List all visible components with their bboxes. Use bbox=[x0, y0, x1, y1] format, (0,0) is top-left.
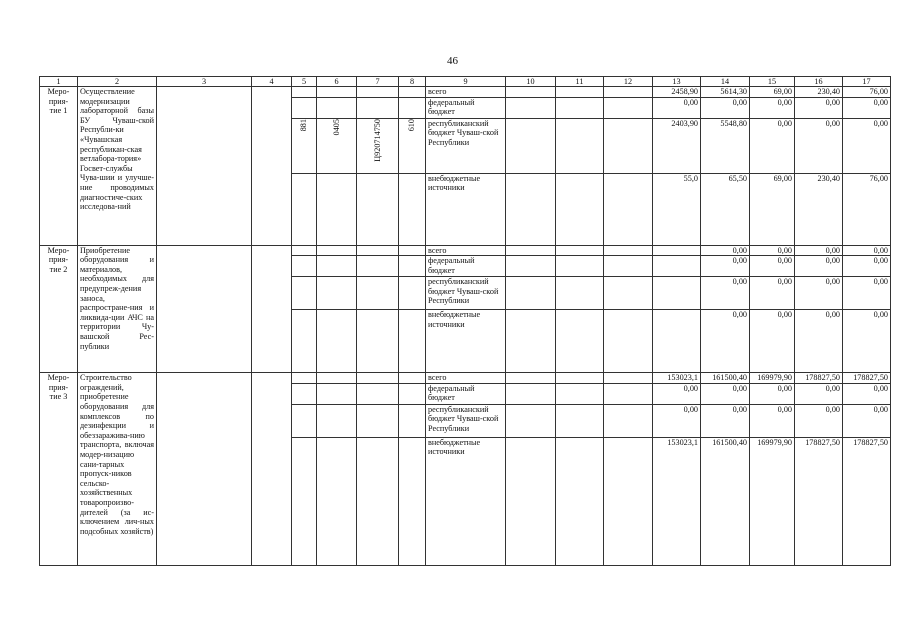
header-row bbox=[40, 77, 891, 87]
amount-cell-14: 0,00 bbox=[701, 97, 750, 118]
event-label: Меро- прия- тие 1 bbox=[40, 87, 78, 246]
code-cell bbox=[292, 277, 317, 310]
code-cell bbox=[292, 87, 317, 98]
amount-cell-14: 5548,80 bbox=[701, 118, 750, 173]
col12-cell bbox=[604, 118, 653, 173]
amount-cell-13 bbox=[653, 310, 701, 373]
header-cell: 8 bbox=[399, 77, 426, 87]
amount-cell-17: 76,00 bbox=[843, 173, 891, 245]
amount-cell-13: 0,00 bbox=[653, 404, 701, 437]
funding-source: внебюджетные источники bbox=[426, 437, 506, 565]
header-cell: 4 bbox=[252, 77, 292, 87]
funding-source: федеральный бюджет bbox=[426, 383, 506, 404]
amount-cell-15: 169979,90 bbox=[750, 437, 795, 565]
col3-cell bbox=[157, 245, 252, 373]
col12-cell bbox=[604, 245, 653, 256]
col10-cell bbox=[506, 373, 556, 384]
code-cell bbox=[399, 118, 426, 173]
col10-cell bbox=[506, 245, 556, 256]
funding-source: республиканский бюджет Чуваш-ской Республики bbox=[426, 118, 506, 173]
code-value: Ц920714750 bbox=[372, 118, 382, 162]
amount-cell-16: 230,40 bbox=[795, 87, 843, 98]
code-cell bbox=[292, 256, 317, 277]
code-cell bbox=[357, 437, 399, 565]
header-cell: 5 bbox=[292, 77, 317, 87]
header-cell: 16 bbox=[795, 77, 843, 87]
header-cell: 13 bbox=[653, 77, 701, 87]
amount-cell-14: 0,00 bbox=[701, 245, 750, 256]
code-cell bbox=[357, 256, 399, 277]
event-label: Меро- прия- тие 2 bbox=[40, 245, 78, 373]
header-cell: 1 bbox=[40, 77, 78, 87]
amount-cell-17: 0,00 bbox=[843, 310, 891, 373]
amount-cell-15: 0,00 bbox=[750, 245, 795, 256]
amount-cell-16: 178827,50 bbox=[795, 373, 843, 384]
col12-cell bbox=[604, 310, 653, 373]
amount-cell-15: 0,00 bbox=[750, 310, 795, 373]
amount-cell-13: 153023,1 bbox=[653, 437, 701, 565]
col11-cell bbox=[556, 118, 604, 173]
amount-cell-13: 2458,90 bbox=[653, 87, 701, 98]
col11-cell bbox=[556, 373, 604, 384]
col11-cell bbox=[556, 437, 604, 565]
code-cell bbox=[399, 373, 426, 384]
funding-source: всего bbox=[426, 245, 506, 256]
amount-cell-16: 0,00 bbox=[795, 310, 843, 373]
amount-cell-16: 0,00 bbox=[795, 404, 843, 437]
code-cell bbox=[292, 97, 317, 118]
amount-cell-15: 0,00 bbox=[750, 256, 795, 277]
col10-cell bbox=[506, 97, 556, 118]
amount-cell-13 bbox=[653, 256, 701, 277]
amount-cell-15: 69,00 bbox=[750, 87, 795, 98]
col10-cell bbox=[506, 437, 556, 565]
col11-cell bbox=[556, 310, 604, 373]
event-name: Осуществление модернизации лабораторной базы БУ Чуваш-ской Республи-ки «Чувашская республикан-ская ветлабора-тория» Госвет-службы Чува-шии и улучше-ние проводимых диагностиче-ских исследова-ний bbox=[78, 87, 157, 246]
amount-cell-14: 0,00 bbox=[701, 256, 750, 277]
code-cell bbox=[399, 87, 426, 98]
amount-cell-17: 76,00 bbox=[843, 87, 891, 98]
col10-cell bbox=[506, 310, 556, 373]
code-cell bbox=[317, 118, 357, 173]
funding-source: федеральный бюджет bbox=[426, 97, 506, 118]
code-cell bbox=[357, 310, 399, 373]
amount-cell-15: 169979,90 bbox=[750, 373, 795, 384]
amount-cell-14: 0,00 bbox=[701, 383, 750, 404]
amount-cell-17: 178827,50 bbox=[843, 437, 891, 565]
code-cell bbox=[399, 256, 426, 277]
header-cell: 2 bbox=[78, 77, 157, 87]
code-cell bbox=[292, 173, 317, 245]
funding-source: федеральный бюджет bbox=[426, 256, 506, 277]
code-cell bbox=[399, 437, 426, 565]
amount-cell-17: 0,00 bbox=[843, 277, 891, 310]
amount-cell-17: 0,00 bbox=[843, 404, 891, 437]
header-cell: 12 bbox=[604, 77, 653, 87]
col11-cell bbox=[556, 256, 604, 277]
code-cell bbox=[357, 383, 399, 404]
amount-cell-13: 0,00 bbox=[653, 383, 701, 404]
amount-cell-14: 65,50 bbox=[701, 173, 750, 245]
code-cell bbox=[399, 277, 426, 310]
code-cell bbox=[292, 437, 317, 565]
amount-cell-16: 0,00 bbox=[795, 245, 843, 256]
col12-cell bbox=[604, 97, 653, 118]
col4-cell bbox=[252, 245, 292, 373]
table-row bbox=[40, 373, 891, 384]
amount-cell-13: 153023,1 bbox=[653, 373, 701, 384]
col12-cell bbox=[604, 373, 653, 384]
amount-cell-17: 0,00 bbox=[843, 383, 891, 404]
funding-source: республиканский бюджет Чуваш-ской Республики bbox=[426, 277, 506, 310]
col11-cell bbox=[556, 87, 604, 98]
amount-cell-15: 0,00 bbox=[750, 97, 795, 118]
code-cell bbox=[317, 245, 357, 256]
code-cell bbox=[399, 245, 426, 256]
funding-source: всего bbox=[426, 87, 506, 98]
code-cell bbox=[317, 383, 357, 404]
col12-cell bbox=[604, 173, 653, 245]
amount-cell-13: 0,00 bbox=[653, 97, 701, 118]
amount-cell-13 bbox=[653, 245, 701, 256]
code-cell bbox=[317, 87, 357, 98]
code-cell bbox=[399, 173, 426, 245]
amount-cell-14: 161500,40 bbox=[701, 373, 750, 384]
code-value: 0405 bbox=[331, 118, 341, 135]
code-cell bbox=[292, 245, 317, 256]
amount-cell-16: 0,00 bbox=[795, 256, 843, 277]
page-number: 46 bbox=[447, 55, 458, 67]
code-cell bbox=[399, 404, 426, 437]
event-name: Строительство ограждений, приобретение оборудования для комплексов по дезинфекции и обеззаражива-нию транспорта, включая модер-низацию сани-тарных пропуск-ников сельско-хозяйственных товаропроизво-дителей (за ис-ключением лич-ных подсобных хозяйств) bbox=[78, 373, 157, 566]
amount-cell-14: 0,00 bbox=[701, 277, 750, 310]
col12-cell bbox=[604, 383, 653, 404]
amount-cell-17: 0,00 bbox=[843, 256, 891, 277]
col11-cell bbox=[556, 245, 604, 256]
col10-cell bbox=[506, 87, 556, 98]
code-value: 610 bbox=[407, 118, 417, 131]
amount-cell-15: 69,00 bbox=[750, 173, 795, 245]
code-cell bbox=[317, 277, 357, 310]
amount-cell-17: 0,00 bbox=[843, 245, 891, 256]
amount-cell-15: 0,00 bbox=[750, 404, 795, 437]
amount-cell-14: 5614,30 bbox=[701, 87, 750, 98]
col10-cell bbox=[506, 256, 556, 277]
code-cell bbox=[357, 277, 399, 310]
amount-cell-13: 55,0 bbox=[653, 173, 701, 245]
code-cell bbox=[399, 383, 426, 404]
funding-source: внебюджетные источники bbox=[426, 310, 506, 373]
amount-cell-17: 178827,50 bbox=[843, 373, 891, 384]
amount-cell-16: 0,00 bbox=[795, 118, 843, 173]
col12-cell bbox=[604, 277, 653, 310]
budget-table bbox=[39, 76, 891, 566]
col11-cell bbox=[556, 97, 604, 118]
amount-cell-16: 0,00 bbox=[795, 277, 843, 310]
amount-cell-14: 161500,40 bbox=[701, 437, 750, 565]
amount-cell-14: 0,00 bbox=[701, 404, 750, 437]
header-cell: 14 bbox=[701, 77, 750, 87]
code-cell bbox=[317, 97, 357, 118]
amount-cell-15: 0,00 bbox=[750, 383, 795, 404]
header-cell: 7 bbox=[357, 77, 399, 87]
code-cell bbox=[317, 173, 357, 245]
col10-cell bbox=[506, 383, 556, 404]
col4-cell bbox=[252, 87, 292, 246]
header-cell: 11 bbox=[556, 77, 604, 87]
header-cell: 3 bbox=[157, 77, 252, 87]
table-row bbox=[40, 245, 891, 256]
code-cell bbox=[357, 373, 399, 384]
funding-source: всего bbox=[426, 373, 506, 384]
header-cell: 17 bbox=[843, 77, 891, 87]
funding-source: республиканский бюджет Чуваш-ской Республики bbox=[426, 404, 506, 437]
col4-cell bbox=[252, 373, 292, 566]
funding-source: внебюджетные источники bbox=[426, 173, 506, 245]
header-cell: 6 bbox=[317, 77, 357, 87]
header-cell: 9 bbox=[426, 77, 506, 87]
code-cell bbox=[357, 118, 399, 173]
code-cell bbox=[399, 310, 426, 373]
amount-cell-16: 178827,50 bbox=[795, 437, 843, 565]
code-value: 881 bbox=[299, 118, 309, 131]
event-label: Меро- прия- тие 3 bbox=[40, 373, 78, 566]
amount-cell-14: 0,00 bbox=[701, 310, 750, 373]
code-cell bbox=[357, 173, 399, 245]
col10-cell bbox=[506, 277, 556, 310]
code-cell bbox=[317, 373, 357, 384]
amount-cell-16: 0,00 bbox=[795, 97, 843, 118]
col10-cell bbox=[506, 173, 556, 245]
amount-cell-16: 230,40 bbox=[795, 173, 843, 245]
amount-cell-13 bbox=[653, 277, 701, 310]
amount-cell-13: 2403,90 bbox=[653, 118, 701, 173]
code-cell bbox=[292, 383, 317, 404]
header-cell: 10 bbox=[506, 77, 556, 87]
code-cell bbox=[357, 404, 399, 437]
col11-cell bbox=[556, 383, 604, 404]
col12-cell bbox=[604, 437, 653, 565]
col10-cell bbox=[506, 404, 556, 437]
col12-cell bbox=[604, 404, 653, 437]
col11-cell bbox=[556, 404, 604, 437]
col10-cell bbox=[506, 118, 556, 173]
code-cell bbox=[292, 373, 317, 384]
code-cell bbox=[317, 404, 357, 437]
col11-cell bbox=[556, 277, 604, 310]
amount-cell-17: 0,00 bbox=[843, 97, 891, 118]
event-name: Приобретение оборудования и материалов, необходимых для предупреж-дения заноса, распростране-ния и ликвида-ции АЧС на территории Чу-вашской Рес-публики bbox=[78, 245, 157, 373]
code-cell bbox=[292, 118, 317, 173]
amount-cell-17: 0,00 bbox=[843, 118, 891, 173]
code-cell bbox=[317, 437, 357, 565]
amount-cell-15: 0,00 bbox=[750, 277, 795, 310]
code-cell bbox=[317, 310, 357, 373]
col3-cell bbox=[157, 87, 252, 246]
code-cell bbox=[292, 310, 317, 373]
code-cell bbox=[292, 404, 317, 437]
code-cell bbox=[357, 87, 399, 98]
col11-cell bbox=[556, 173, 604, 245]
code-cell bbox=[357, 97, 399, 118]
table-row bbox=[40, 87, 891, 98]
amount-cell-16: 0,00 bbox=[795, 383, 843, 404]
code-cell bbox=[317, 256, 357, 277]
col3-cell bbox=[157, 373, 252, 566]
code-cell bbox=[357, 245, 399, 256]
amount-cell-15: 0,00 bbox=[750, 118, 795, 173]
code-cell bbox=[399, 97, 426, 118]
col12-cell bbox=[604, 256, 653, 277]
header-cell: 15 bbox=[750, 77, 795, 87]
col12-cell bbox=[604, 87, 653, 98]
